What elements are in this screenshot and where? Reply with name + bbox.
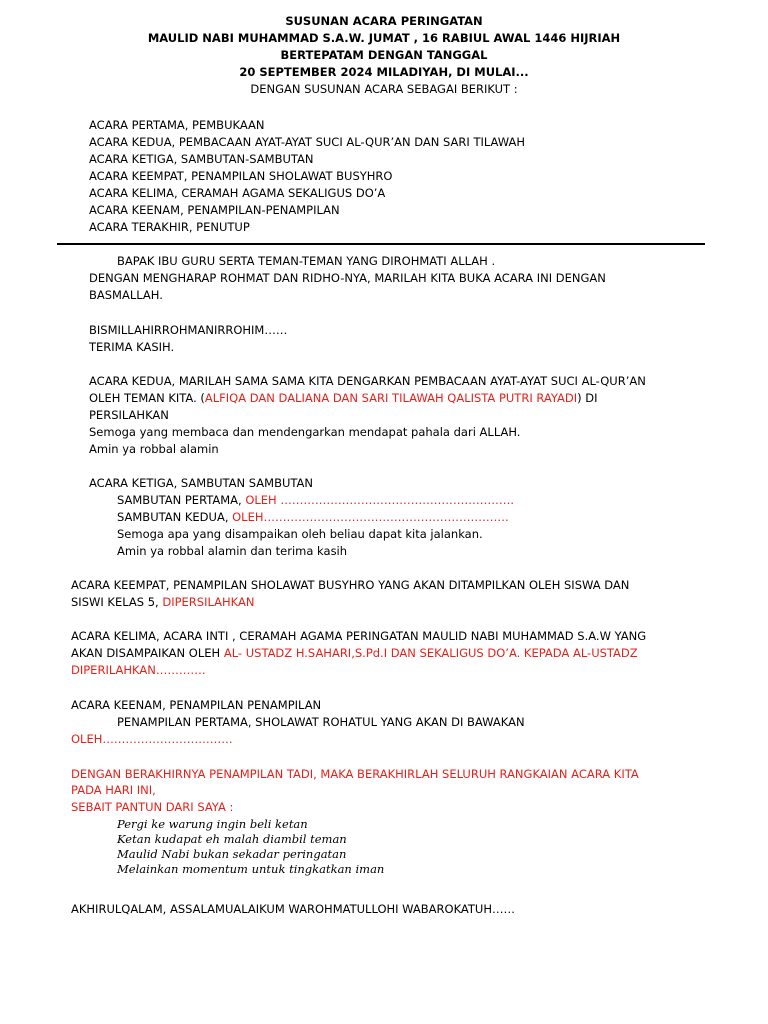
sambutan-kedua-blank: OLEH………………………………………………………. — [232, 510, 509, 524]
kedua-line-3: PERSILAHKAN — [89, 408, 169, 422]
agenda-item: ACARA PERTAMA, PEMBUKAAN — [89, 118, 265, 132]
sambutan-pertama — [117, 493, 514, 507]
kelima-text: AKAN DISAMPAIKAN OLEH — [71, 646, 224, 660]
pantun-line: Melainkan momentum untuk tingkatkan iman — [117, 862, 385, 876]
ketiga-line-4: Semoga apa yang disampaikan oleh beliau dapat kita jalankan. — [117, 527, 483, 541]
ketiga-line-1: ACARA KETIGA, SAMBUTAN SAMBUTAN — [89, 476, 313, 490]
agenda-item: ACARA KETIGA, SAMBUTAN-SAMBUTAN — [89, 152, 314, 166]
sambutan-pertama-blank: OLEH ……………………………………………………. — [245, 493, 515, 507]
keempat-invite: DIPERSILAHKAN — [162, 595, 255, 609]
opening-line-5: TERIMA KASIH. — [89, 340, 175, 354]
kedua-text-end: ) DI — [577, 391, 598, 405]
keempat-line-1: ACARA KEEMPAT, PENAMPILAN SHOLAWAT BUSYHRO YANG AKAN DITAMPILKAN OLEH SISWA DAN — [71, 578, 630, 592]
kelima-line-3: DIPERILAHKAN…………. — [71, 663, 206, 677]
kedua-line-1: ACARA KEDUA, MARILAH SAMA SAMA KITA DENGARKAN PEMBACAAN AYAT-AYAT SUCI AL-QUR’AN — [89, 374, 646, 388]
final-greeting: AKHIRULQALAM, ASSALAMUALAIKUM WAROHMATULLOHI WABAROKATUH…… — [71, 902, 515, 916]
opening-line-4: BISMILLAHIRROHMANIRROHIM…… — [89, 323, 288, 337]
opening-line-1: BAPAK IBU GURU SERTA TEMAN-TEMAN YANG DIROHMATI ALLAH . — [117, 254, 496, 268]
pantun-line: Maulid Nabi bukan sekadar peringatan — [117, 847, 347, 861]
opening-line-3: BASMALLAH. — [89, 288, 163, 302]
keenam-line-2: PENAMPILAN PERTAMA, SHOLAWAT ROHATUL YANG AKAN DI BAWAKAN — [117, 715, 525, 729]
agenda-item: ACARA KELIMA, CERAMAH AGAMA SEKALIGUS DO’A — [89, 186, 386, 200]
agenda-item: ACARA KEDUA, PEMBACAAN AYAT-AYAT SUCI AL-QUR’AN DAN SARI TILAWAH — [89, 135, 526, 149]
kedua-line-5: Amin ya robbal alamin — [89, 442, 219, 456]
sambutan-pertama-label: SAMBUTAN PERTAMA, — [117, 493, 246, 507]
title-line-3: BERTEPATAM DENGAN TANGGAL — [280, 48, 488, 62]
sambutan-kedua — [117, 510, 509, 524]
agenda-item: ACARA KEENAM, PENAMPILAN-PENAMPILAN — [89, 203, 340, 217]
opening-line-2: DENGAN MENGHARAP ROHMAT DAN RIDHO-NYA, MARILAH KITA BUKA ACARA INI DENGAN — [89, 271, 606, 285]
title-line-2: MAULID NABI MUHAMMAD S.A.W. JUMAT , 16 RABIUL AWAL 1446 HIJRIAH — [147, 31, 621, 45]
kedua-line-4: Semoga yang membaca dan mendengarkan mendapat pahala dari ALLAH. — [89, 425, 521, 439]
agenda-item: ACARA KEEMPAT, PENAMPILAN SHOLAWAT BUSYHRO — [89, 169, 393, 183]
kelima-line-1: ACARA KELIMA, ACARA INTI , CERAMAH AGAMA PERINGATAN MAULID NABI MUHAMMAD S.A.W YANG — [71, 629, 647, 643]
subtitle: DENGAN SUSUNAN ACARA SEBAGAI BERIKUT : — [250, 82, 518, 96]
kelima-speaker: AL- USTADZ H.SAHARI,S.Pd.I DAN SEKALIGUS DO’A. KEPADA AL-USTADZ — [223, 646, 638, 660]
pantun-line: Pergi ke warung ingin beli ketan — [117, 817, 308, 831]
kelima-line-2 — [71, 646, 638, 660]
title-line-4: 20 SEPTEMBER 2024 MILADIYAH, DI MULAI... — [239, 65, 529, 79]
kedua-performers: ALFIQA DAN DALIANA DAN SARI TILAWAH QALISTA PUTRI RAYADI — [204, 391, 578, 405]
closing-line-1: DENGAN BERAKHIRNYA PENAMPILAN TADI, MAKA BERAKHIRLAH SELURUH RANGKAIAN ACARA KITA — [71, 767, 639, 781]
sambutan-kedua-label: SAMBUTAN KEDUA, — [117, 510, 233, 524]
kedua-text: OLEH TEMAN KITA. ( — [89, 391, 205, 405]
keenam-line-1: ACARA KEENAM, PENAMPILAN PENAMPILAN — [71, 698, 322, 712]
kedua-line-2 — [89, 391, 598, 405]
pantun-line: Ketan kudapat eh malah diambil teman — [117, 832, 347, 846]
title-line-1: SUSUNAN ACARA PERINGATAN — [285, 14, 483, 28]
keempat-line-2 — [71, 595, 254, 609]
keempat-text: SISWI KELAS 5, — [71, 595, 163, 609]
horizontal-divider — [57, 243, 705, 245]
keenam-line-3: OLEH……………………………. — [71, 732, 233, 746]
closing-line-2: PADA HARI INI, — [71, 783, 156, 797]
ketiga-line-5: Amin ya robbal alamin dan terima kasih — [117, 544, 348, 558]
agenda-item: ACARA TERAKHIR, PENUTUP — [89, 220, 250, 234]
closing-line-3: SEBAIT PANTUN DARI SAYA : — [71, 800, 234, 814]
